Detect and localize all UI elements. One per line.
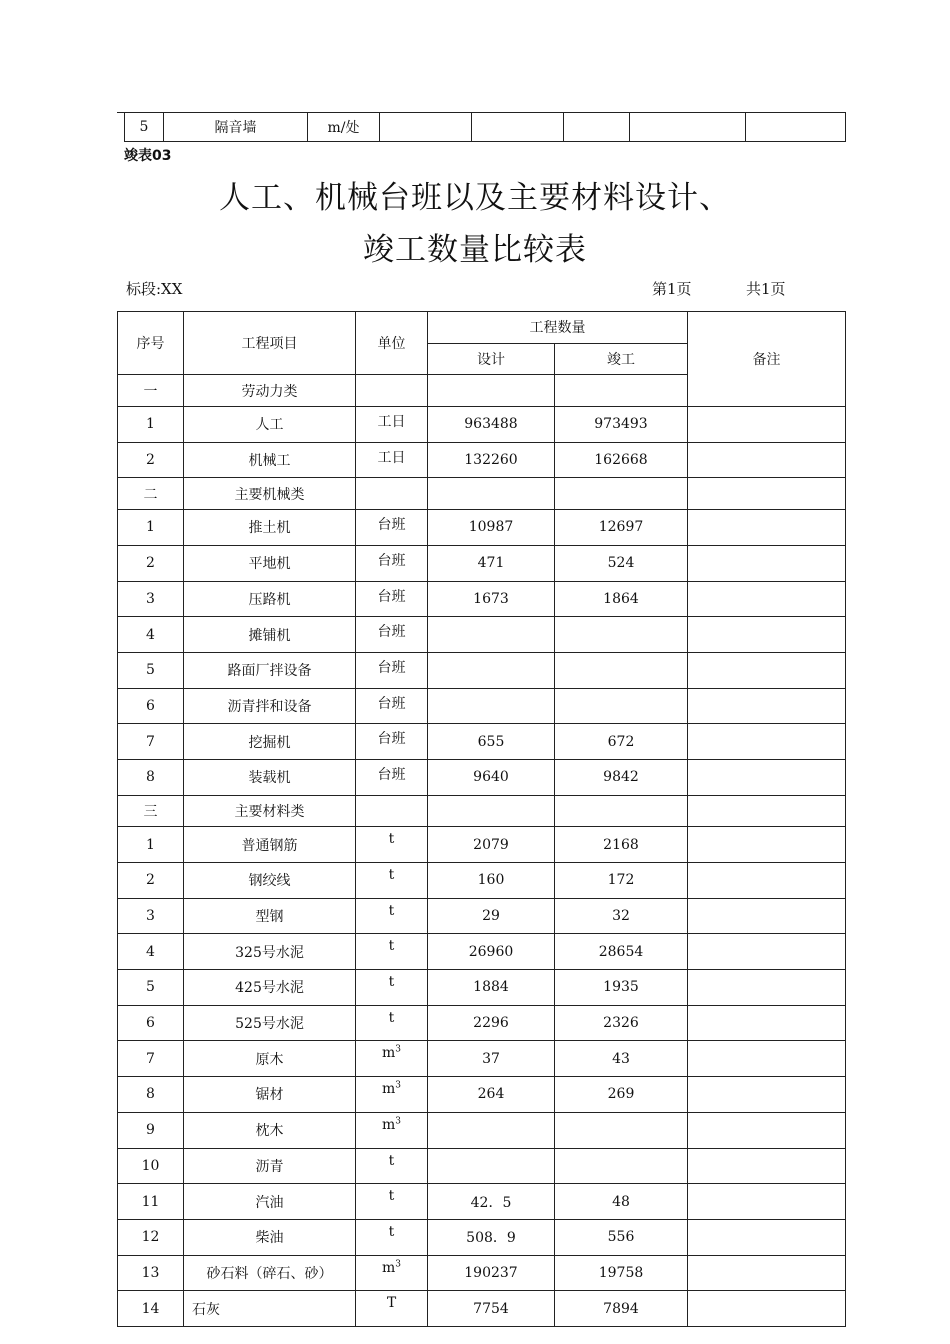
row-remark bbox=[688, 1112, 846, 1148]
row-remark bbox=[688, 1077, 846, 1113]
row-design: 132260 bbox=[428, 442, 555, 478]
row-design: 508．9 bbox=[428, 1219, 555, 1255]
row-item: 石灰 bbox=[184, 1291, 356, 1327]
unit-text: 台班 bbox=[377, 517, 406, 534]
row-completed: 162668 bbox=[555, 442, 688, 478]
row-unit bbox=[356, 898, 428, 934]
row-unit bbox=[356, 1148, 428, 1184]
row-item: 挖掘机 bbox=[184, 724, 356, 760]
row-unit bbox=[356, 1255, 428, 1291]
row-item: 路面厂拌设备 bbox=[184, 652, 356, 688]
row-remark bbox=[688, 795, 846, 827]
row-no: 3 bbox=[118, 898, 184, 934]
row-no: 9 bbox=[118, 1112, 184, 1148]
row-design: 963488 bbox=[428, 407, 555, 443]
row-completed: 672 bbox=[555, 724, 688, 760]
unit-superscript: 3 bbox=[395, 1080, 401, 1091]
row-remark bbox=[688, 759, 846, 795]
table-row bbox=[118, 1219, 846, 1255]
row-unit bbox=[356, 970, 428, 1006]
unit-text: 台班 bbox=[377, 588, 406, 605]
unit-text: t bbox=[388, 1009, 395, 1026]
row-no: 10 bbox=[118, 1148, 184, 1184]
row-remark bbox=[688, 1184, 846, 1220]
unit-text: m bbox=[381, 1259, 396, 1276]
unit-superscript: 3 bbox=[395, 1258, 401, 1269]
table-edge-tick bbox=[117, 112, 124, 113]
row-design: 2079 bbox=[428, 827, 555, 863]
row-no: 3 bbox=[118, 581, 184, 617]
row-remark bbox=[688, 898, 846, 934]
row-no: 13 bbox=[118, 1255, 184, 1291]
row-no: 7 bbox=[118, 724, 184, 760]
row-remark bbox=[688, 1148, 846, 1184]
row-completed: 7894 bbox=[555, 1291, 688, 1327]
row-design: 10987 bbox=[428, 510, 555, 546]
row-unit bbox=[356, 1005, 428, 1041]
row-unit bbox=[356, 934, 428, 970]
row-item: 沥青拌和设备 bbox=[184, 688, 356, 724]
row-remark bbox=[688, 617, 846, 653]
row-unit bbox=[356, 1041, 428, 1077]
row-remark bbox=[688, 1219, 846, 1255]
group-row bbox=[118, 478, 846, 510]
row-unit bbox=[356, 724, 428, 760]
row-design: 37 bbox=[428, 1041, 555, 1077]
row-item: 装载机 bbox=[184, 759, 356, 795]
row-completed bbox=[555, 652, 688, 688]
group-name: 主要机械类 bbox=[184, 478, 356, 510]
row-unit bbox=[356, 1219, 428, 1255]
row-completed: 2168 bbox=[555, 827, 688, 863]
row-unit bbox=[356, 478, 428, 510]
row-remark bbox=[688, 407, 846, 443]
row-unit bbox=[356, 510, 428, 546]
unit-text: 工日 bbox=[377, 449, 406, 466]
row-design: 2296 bbox=[428, 1005, 555, 1041]
row-design: 264 bbox=[428, 1077, 555, 1113]
row-item: 枕木 bbox=[184, 1112, 356, 1148]
row-unit bbox=[356, 1077, 428, 1113]
row-design: 1673 bbox=[428, 581, 555, 617]
row-completed bbox=[555, 1112, 688, 1148]
row-unit bbox=[356, 617, 428, 653]
row-no: 2 bbox=[118, 545, 184, 581]
row-completed bbox=[555, 617, 688, 653]
row-unit bbox=[356, 1291, 428, 1327]
row-item: 425号水泥 bbox=[184, 970, 356, 1006]
row-no: 5 bbox=[118, 970, 184, 1006]
row-no: 11 bbox=[118, 1184, 184, 1220]
row-no: 8 bbox=[118, 1077, 184, 1113]
row-no: 1 bbox=[118, 510, 184, 546]
row-design bbox=[428, 1112, 555, 1148]
table-row bbox=[118, 1005, 846, 1041]
unit-text: t bbox=[388, 902, 395, 919]
table-row bbox=[118, 827, 846, 863]
table-row bbox=[118, 510, 846, 546]
row-design: 7754 bbox=[428, 1291, 555, 1327]
table-row bbox=[118, 1255, 846, 1291]
table-row bbox=[118, 442, 846, 478]
row-item: 平地机 bbox=[184, 545, 356, 581]
row-completed: 1935 bbox=[555, 970, 688, 1006]
row-no: 6 bbox=[118, 688, 184, 724]
row-completed: 9842 bbox=[555, 759, 688, 795]
unit-text: 台班 bbox=[377, 659, 406, 676]
table-row bbox=[118, 863, 846, 899]
row-item: 钢绞线 bbox=[184, 863, 356, 899]
row-remark bbox=[688, 1041, 846, 1077]
row-unit bbox=[356, 407, 428, 443]
row-remark bbox=[688, 934, 846, 970]
row-item: 压路机 bbox=[184, 581, 356, 617]
row-remark bbox=[688, 1291, 846, 1327]
row-completed: 1864 bbox=[555, 581, 688, 617]
table-row bbox=[118, 724, 846, 760]
row-design bbox=[428, 688, 555, 724]
header-no: 序号 bbox=[118, 312, 184, 375]
row-design bbox=[428, 1148, 555, 1184]
row-completed: 556 bbox=[555, 1219, 688, 1255]
unit-text: t bbox=[388, 831, 395, 848]
header-quantity: 工程数量 bbox=[428, 312, 688, 344]
header-remark: 备注 bbox=[688, 312, 846, 407]
row-design bbox=[428, 652, 555, 688]
row-item: 525号水泥 bbox=[184, 1005, 356, 1041]
header-item: 工程项目 bbox=[184, 312, 356, 375]
row-unit bbox=[356, 442, 428, 478]
row-no: 5 bbox=[118, 652, 184, 688]
row-remark bbox=[688, 724, 846, 760]
group-name: 主要材料类 bbox=[184, 795, 356, 827]
row-unit bbox=[356, 545, 428, 581]
row-unit: m/处 bbox=[308, 113, 380, 142]
row-completed: 48 bbox=[555, 1184, 688, 1220]
row-remark bbox=[688, 510, 846, 546]
row-remark bbox=[688, 863, 846, 899]
header-completed: 竣工 bbox=[555, 343, 688, 375]
row-item: 柴油 bbox=[184, 1219, 356, 1255]
row-item: 摊铺机 bbox=[184, 617, 356, 653]
row-completed bbox=[555, 795, 688, 827]
unit-text: m bbox=[381, 1081, 396, 1098]
row-remark bbox=[688, 478, 846, 510]
row-no: 6 bbox=[118, 1005, 184, 1041]
row-no: 2 bbox=[118, 863, 184, 899]
row-remark bbox=[688, 1005, 846, 1041]
row-design: 42．5 bbox=[428, 1184, 555, 1220]
table-row bbox=[118, 581, 846, 617]
row-completed: 32 bbox=[555, 898, 688, 934]
unit-text: 台班 bbox=[377, 552, 406, 569]
row-completed: 172 bbox=[555, 863, 688, 899]
group-row bbox=[118, 795, 846, 827]
row-remark bbox=[688, 1255, 846, 1291]
group-no: 二 bbox=[118, 478, 184, 510]
table-row bbox=[118, 1077, 846, 1113]
row-unit bbox=[356, 1112, 428, 1148]
unit-text: T bbox=[386, 1295, 397, 1312]
table-row bbox=[118, 652, 846, 688]
table-row bbox=[118, 1112, 846, 1148]
row-item: 普通钢筋 bbox=[184, 827, 356, 863]
page-total: 共1页 bbox=[746, 280, 786, 298]
row-design: 29 bbox=[428, 898, 555, 934]
row-no: 1 bbox=[118, 407, 184, 443]
unit-text: m bbox=[381, 1045, 396, 1062]
group-no: 三 bbox=[118, 795, 184, 827]
unit-text: t bbox=[388, 1223, 395, 1240]
row-no: 7 bbox=[118, 1041, 184, 1077]
unit-text: t bbox=[388, 974, 395, 991]
unit-text: 台班 bbox=[377, 695, 406, 712]
row-design bbox=[428, 478, 555, 510]
row-design: 190237 bbox=[428, 1255, 555, 1291]
row-remark bbox=[688, 442, 846, 478]
row-completed: 269 bbox=[555, 1077, 688, 1113]
unit-text: m bbox=[381, 1116, 396, 1133]
row-design: 655 bbox=[428, 724, 555, 760]
table-row bbox=[118, 545, 846, 581]
row-item: 沥青 bbox=[184, 1148, 356, 1184]
row-design: 26960 bbox=[428, 934, 555, 970]
row-item: 锯材 bbox=[184, 1077, 356, 1113]
row-no: 14 bbox=[118, 1291, 184, 1327]
row-design: 1884 bbox=[428, 970, 555, 1006]
row-completed: 973493 bbox=[555, 407, 688, 443]
unit-text: 台班 bbox=[377, 731, 406, 748]
group-name: 劳动力类 bbox=[184, 375, 356, 407]
row-no: 2 bbox=[118, 442, 184, 478]
row-remark bbox=[688, 827, 846, 863]
row-unit bbox=[356, 795, 428, 827]
row-completed: 12697 bbox=[555, 510, 688, 546]
row-remark bbox=[688, 545, 846, 581]
row-unit bbox=[356, 1184, 428, 1220]
row-no: 4 bbox=[118, 934, 184, 970]
row-item: 人工 bbox=[184, 407, 356, 443]
unit-text: 台班 bbox=[377, 624, 406, 641]
row-no: 5 bbox=[125, 113, 164, 142]
row-remark bbox=[688, 688, 846, 724]
previous-table-tail bbox=[124, 112, 846, 142]
page-title-line-1: 人工、机械台班以及主要材料设计、 bbox=[219, 180, 731, 216]
table-row bbox=[118, 688, 846, 724]
row-completed: 28654 bbox=[555, 934, 688, 970]
row-no: 12 bbox=[118, 1219, 184, 1255]
header-design: 设计 bbox=[428, 343, 555, 375]
unit-text: 台班 bbox=[377, 766, 406, 783]
row-item: 原木 bbox=[184, 1041, 356, 1077]
row-completed bbox=[555, 478, 688, 510]
row-completed: 43 bbox=[555, 1041, 688, 1077]
row-completed: 19758 bbox=[555, 1255, 688, 1291]
row-item: 型钢 bbox=[184, 898, 356, 934]
table-row bbox=[125, 113, 846, 142]
row-item: 汽油 bbox=[184, 1184, 356, 1220]
comparison-table bbox=[117, 311, 846, 1327]
page-title-line-2: 竣工数量比较表 bbox=[363, 232, 587, 268]
table-row bbox=[118, 1184, 846, 1220]
row-remark bbox=[688, 581, 846, 617]
table-row bbox=[118, 1148, 846, 1184]
row-unit bbox=[356, 688, 428, 724]
unit-text: t bbox=[388, 1188, 395, 1205]
row-item: 推土机 bbox=[184, 510, 356, 546]
table-row bbox=[118, 1291, 846, 1327]
row-design: 471 bbox=[428, 545, 555, 581]
table-row bbox=[118, 407, 846, 443]
row-completed bbox=[555, 1148, 688, 1184]
row-unit bbox=[356, 827, 428, 863]
row-completed: 524 bbox=[555, 545, 688, 581]
row-unit bbox=[356, 652, 428, 688]
section-label: 标段:XX bbox=[126, 280, 183, 298]
row-item: 砂石料（碎石、砂） bbox=[184, 1255, 356, 1291]
row-remark bbox=[688, 652, 846, 688]
row-unit bbox=[356, 759, 428, 795]
table-row bbox=[118, 970, 846, 1006]
unit-text: t bbox=[388, 867, 395, 883]
row-no: 1 bbox=[118, 827, 184, 863]
row-design bbox=[428, 617, 555, 653]
header-row bbox=[118, 312, 846, 344]
row-no: 8 bbox=[118, 759, 184, 795]
group-no: 一 bbox=[118, 375, 184, 407]
header-unit: 单位 bbox=[356, 312, 428, 375]
row-completed bbox=[555, 688, 688, 724]
row-completed: 2326 bbox=[555, 1005, 688, 1041]
form-code: 竣表03 bbox=[124, 148, 172, 164]
row-design bbox=[428, 795, 555, 827]
row-item: 325号水泥 bbox=[184, 934, 356, 970]
table-row bbox=[118, 759, 846, 795]
unit-superscript: 3 bbox=[395, 1044, 401, 1055]
table-row bbox=[118, 898, 846, 934]
unit-text: t bbox=[388, 1152, 395, 1169]
row-unit bbox=[356, 581, 428, 617]
unit-text: 工日 bbox=[377, 414, 406, 431]
unit-superscript: 3 bbox=[395, 1116, 401, 1127]
unit-text: t bbox=[388, 938, 395, 955]
table-row bbox=[118, 934, 846, 970]
row-remark bbox=[688, 970, 846, 1006]
row-item: 隔音墙 bbox=[164, 113, 308, 142]
table-row bbox=[118, 1041, 846, 1077]
row-design: 160 bbox=[428, 863, 555, 899]
page-number: 第1页 bbox=[652, 280, 692, 298]
table-row bbox=[118, 617, 846, 653]
row-no: 4 bbox=[118, 617, 184, 653]
row-item: 机械工 bbox=[184, 442, 356, 478]
row-unit bbox=[356, 863, 428, 899]
row-design: 9640 bbox=[428, 759, 555, 795]
